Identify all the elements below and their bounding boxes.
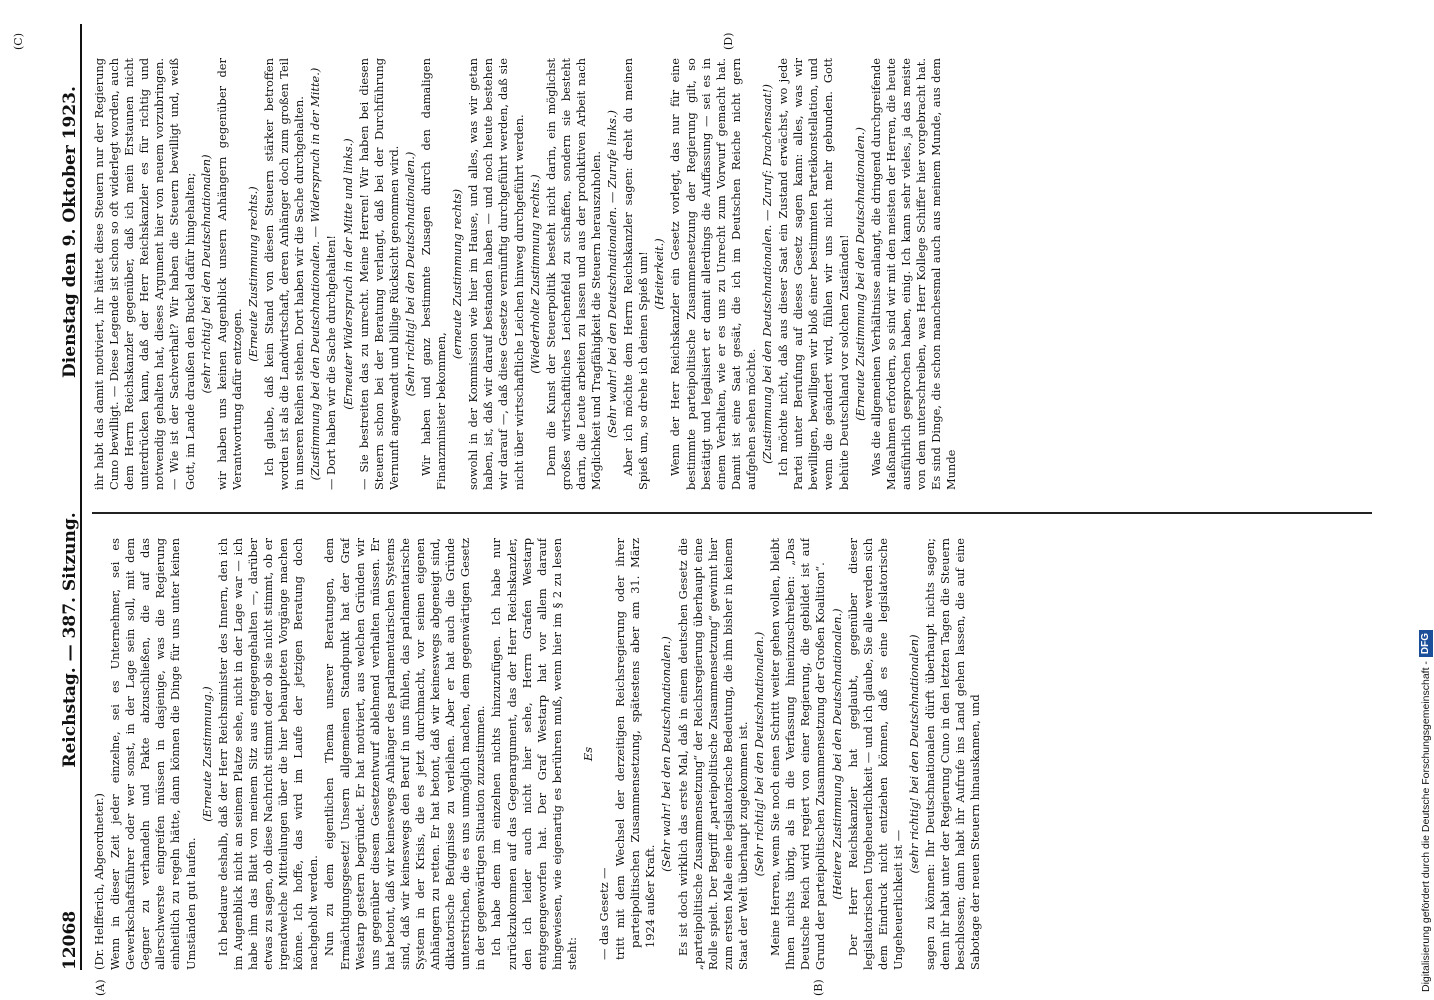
paragraph: (Heitere Zustimmung bei den Deutschnationalen.): [829, 608, 844, 900]
digitization-note: Digitalisierung gefördert durch die Deutsche Forschungsgemeinschaft -: [1420, 661, 1432, 992]
paragraph: (Zustimmung bei den Deutschnationalen. — Zuruf: Drachensaat!): [760, 84, 775, 464]
right-text-column: [92, 58, 1372, 490]
margin-mark-d: (D): [722, 32, 735, 50]
paragraph: (Erneute Zustimmung rechts.): [245, 186, 260, 362]
paragraph: — das Gesetz —: [597, 867, 612, 960]
paragraph: Wir haben und ganz bestimmte Zusagen durch den damaligen Finanzminister bekommen,: [418, 58, 449, 490]
session-date: Dienstag den 9. Oktober 1923.: [60, 86, 80, 378]
paragraph: (Sehr richtig! bei den Deutschnationalen.): [752, 631, 767, 877]
paragraph: (Erneute Zustimmung.): [199, 686, 214, 822]
paragraph: tritt mit dem Wechsel der derzeitigen Reichsregierung oder ihrer parteipolitischen Zusammensetzung, spätestens aber am 31. März 1924 außer Kraft.: [613, 538, 658, 960]
paragraph: Der Herr Reichskanzler hat geglaubt, gegenüber dieser legislatorischen Ungeheuerlichkeit — und ich glaube, Sie alle werden sich dem Eindruck nicht entziehen können, daß es eine legislatorische Ungeheuerlichkeit ist —: [845, 538, 905, 970]
margin-mark-c: (C): [12, 33, 25, 50]
paragraph: (Erneute Zustimmung bei den Deutschnationalen.): [852, 127, 867, 421]
paragraph: (Sehr richtig! bei den Deutschnationalen.): [402, 151, 417, 397]
paragraph: (Heiterkeit.): [652, 238, 667, 310]
paragraph: Wenn in dieser Zeit jeder einzelne, sei es Unternehmer, sei es Gewerkschaftsführer oder wer sonst, in der Lage sein soll, mit dem Gegner zu verhandeln und Pakte abzuschließen, die auf das allerschwerste eingreifen müssen in dasjenige, was die Regierung einheitlich zu regeln hätte, dann können die Dinge für uns unter keinen Umständen gut laufen.: [108, 538, 198, 970]
paragraph: (Dr. Helfferich, Abgeordneter.): [92, 792, 106, 970]
paragraph: Es: [581, 746, 595, 762]
digitization-credit: [1418, 8, 1434, 992]
margin-mark-b: (B): [812, 979, 825, 996]
paragraph: (Wiederholte Zustimmung rechts.): [527, 174, 542, 374]
paragraph: (Erneuter Widerspruch in der Mitte und links.): [340, 138, 355, 410]
margin-mark-a: (A): [94, 979, 107, 996]
dfg-logo: DFG: [1419, 630, 1433, 657]
paragraph: Wenn der Herr Reichskanzler ein Gesetz vorlegt, das nur für eine bestimmte parteipolitische Zusammensetzung der Regierung gilt, so bestätigt und legalisiert er damit allerdings die Auffassung — sei es in einem Verhalten, wie er es uns zu Unrecht zum Vorwurf gemacht hat. Damit ist eine Saat gesät, die ich im Deutschen Reiche nicht gern aufgehen sehen möchte.: [668, 58, 758, 490]
paragraph: sagen zu können: Ihr Deutschnationalen dürft überhaupt nichts sagen; denn ihr habt unter der Regierung Cuno in den letzten Tagen die Steuern beschlossen; dann habt ihr Aufrufe ins Land gehen lassen, die auf eine Sabotage der neuen Steuern hinauskamen, und: [923, 538, 983, 970]
paragraph: Denn die Kunst der Steuerpolitik besteht nicht darin, ein möglichst großes wirtschaftliches Leichenfeld zu schaffen, sondern sie besteht darin, die Leute arbeiten zu lassen und aus der produktiven Arbeit nach Möglichkeit und Tragfähigkeit die Steuern herauszuholen.: [543, 58, 603, 490]
paragraph: Meine Herren, wenn Sie noch einen Schritt weiter gehen wollen, bleibt Ihnen nichts übrig, als in die Verfassung hineinzuschreiben: „Das Deutsche Reich wird regiert von einer Regierung, die gebildet ist auf Grund der parteipolitischen Zusammensetzung der Großen Koalition“.: [768, 538, 828, 970]
paragraph: Was die allgemeinen Verhältnisse anlangt, die dringend durchgreifende Maßnahmen erfordern, so sind wir mit den meisten der Herren, die heute ausführlich gesprochen haben, einig. Ich kann sehr vieles, ja das meiste von dem unterschreiben, was Herr Kollege Schiffer hier vorgebracht hat. Es sind Dinge, die schon manchesmal auch aus meinem Munde, aus dem Munde: [868, 58, 959, 490]
paragraph: (erneute Zustimmung rechts): [450, 188, 465, 360]
paragraph: Nun zu dem eigentlichen Thema unserer Beratungen, dem Ermächtigungsgesetz! Unsern allgemeinen Standpunkt hat der Graf Westarp gestern begründet. Er hat motiviert, aus welchen Gründen wir uns gegenüber diesem Gesetzentwurf ablehnend verhalten müssen. Er hat betont, daß wir keineswegs Anhänger des parlamentarischen Systems sind, daß wir keineswegs den Beruf in uns fühlen, das parlamentarische System in der Krisis, die es jetzt durchmacht, vor seinen eigenen Anhängern zu retten. Er hat betont, daß wir keineswegs abgeneigt sind, diktatorische Befugnisse zu verleihen. Aber er hat auch die Gründe unterstrichen, die es uns unmöglich machen, dem gegenwärtigen Gesetz in der gegenwärtigen Situation zuzustimmen.: [322, 538, 488, 970]
left-text-column: [92, 538, 1372, 970]
paragraph: Ich glaube, daß kein Stand von diesen Steuern stärker betroffen worden ist als die Landwirtschaft, deren Anhänger doch zum großen Teil in unseren Reihen stehen. Dort haben wir die Sache durchgehalten.: [262, 58, 307, 490]
paragraph: Aber ich möchte dem Herrn Reichskanzler sagen: dreht du meinen Spieß um, so drehe ich deinen Spieß um!: [621, 58, 651, 490]
paragraph: (Sehr wahr! bei den Deutschnationalen.): [659, 636, 674, 872]
paragraph: (Sehr wahr! bei den Deutschnationalen. — Zurufe links.): [605, 110, 620, 438]
paragraph: — Sie bestreiten das zu unrecht. Meine Herren! Wir haben bei diesen Steuern schon bei der Beratung verlangt, daß bei der Durchführung Vernunft angewandt und billige Rücksicht genommen wird.: [356, 58, 401, 490]
paragraph: ihr habt das damit motiviert, ihr hättet diese Steuern nur der Regierung Cuno bewilligt. — Diese Legende ist schon so oft widerlegt worden, auch dem Herrn Reichskanzler gegenüber, daß ich mein Erstaunen nicht unterdrücken kann, daß der Herr Reichskanzler es für richtig und notwendig gehalten hat, dieses Argument hier von neuem vorzubringen. — Wie ist der Sachverhalt? Wir haben die Steuern bewilligt und, weiß Gott, im Lande draußen den Buckel dafür hingehalten;: [92, 58, 197, 490]
paragraph: (sehr richtig! bei den Deutschnationalen): [906, 634, 921, 874]
paragraph: Ich bedaure deshalb, daß der Herr Reichsminister des Innern, den ich im Augenblick nicht an seinem Platze sehe, nicht in der Lage war — ich habe ihm das Blatt von meinem Sitz aus entgegengehalten —, darüber etwas zu sagen, ob diese Nachricht stimmt oder ob sie nicht stimmt, ob er irgendwelche Mitteilungen über die hier behaupteten Vorgänge machen könne. Ich hoffe, das wird im Laufe der jetzigen Beratung doch nachgeholt werden.: [215, 538, 321, 970]
paragraph: Ich möchte nicht, daß aus dieser Saat ein Zustand erwächst, wo jede Partei unter Berufung auf dieses Gesetz sagen kann: alles, was wir bewilligen, bewilligen wir bloß einer bestimmten Parteikonstellation, und wenn die geändert wird, fühlen wir uns nicht mehr gebunden. Gott behüte Deutschland vor solchen Zuständen!: [776, 58, 851, 490]
paragraph: (Zustimmung bei den Deutschnationalen. — Widerspruch in der Mitte.): [308, 67, 323, 481]
paragraph: Es ist doch wirklich das erste Mal, daß in einem deutschen Gesetz die „parteipolitische Zusammensetzung“ der Reichsregierung überhaupt eine Rolle spielt. Der Begriff „parteipolitische Zusammensetzung“ gewinnt hier zum ersten Male eine legislatorische Bedeutung, die ihm bisher in keinem Staat der Welt überhaupt zugekommen ist.: [675, 538, 750, 970]
paragraph: Ich habe dem im einzelnen nichts hinzuzufügen. Ich habe nur zurückzukommen auf das Gegenargument, das der Herr Reichskanzler, den ich leider auch nicht hier sehe, Herrn Grafen Westarp entgegengeworfen hat. Der Graf Westarp hat vor allem darauf hingewiesen, wie eigenartig es berühren muß, wenn hier im § 2 zu lesen steht:: [489, 538, 579, 970]
paragraph: wir haben uns keinen Augenblick unsern Anhängern gegenüber der Verantwortung dafür entzogen.: [214, 58, 244, 490]
paragraph: — Dort haben wir die Sache durchgehalten!: [324, 234, 339, 490]
paragraph: sowohl in der Kommission wie hier im Hause, und alles, was wir getan haben, ist, daß wir darauf bestanden haben — und noch heute bestehen wir darauf —, daß diese Gesetze vernünftig durchgeführt werden, daß sie nicht über wirtschaftliche Leichen hinweg durchgeführt werden.: [466, 58, 526, 490]
page-number: 12068: [60, 910, 80, 970]
page-header: [52, 24, 82, 970]
scanned-document-page: [12, 24, 1392, 996]
column-divider: [92, 512, 1372, 514]
paragraph: (sehr richtig! bei den Deutschnationalen): [198, 154, 213, 394]
session-title: Reichstag. — 387. Sitzung.: [60, 512, 80, 768]
